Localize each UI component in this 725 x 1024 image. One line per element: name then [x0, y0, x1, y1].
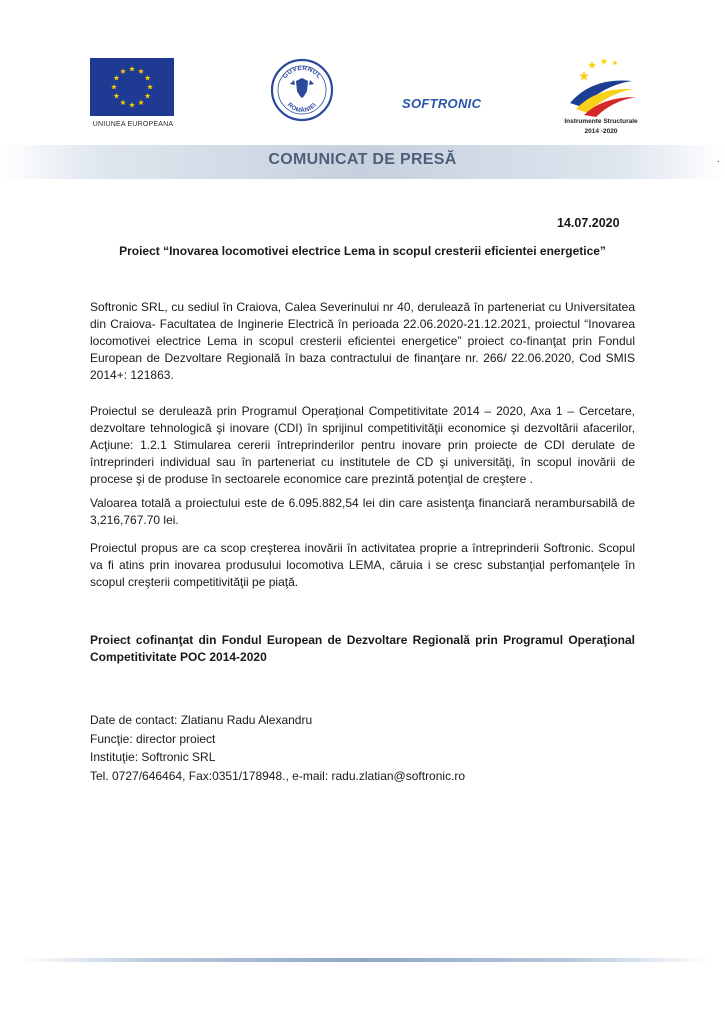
eu-stars-icon [90, 58, 174, 116]
eu-star-icon [147, 84, 153, 89]
structural-instruments-logo [562, 55, 640, 117]
press-release-title: COMUNICAT DE PRESĂ [268, 151, 457, 168]
cofinancing-statement: Proiect cofinanţat din Fondul European de Dezvoltare Regională prin Programul Operaţional Competitivitate POC 2014-2020 [90, 633, 635, 664]
paragraph-intro: Softronic SRL, cu sediul în Craiova, Calea Severinului nr 40, derulează în parteneriat cu Universitatea din Craiova- Facultatea de Inginerie Electrică în perioada 22.06.2020-21.12.2021, proiectul “Inovarea locomotivei electrice Lema in scopul cresterii eficientei energetice” proiect co-finanţat prin Fondul European de Dezvoltare Regională în baza contractului de finanţare nr. 266/ 22.06.2020, Cod SMIS 2014+: 121863. [90, 300, 635, 382]
romanian-government-seal-logo [270, 58, 334, 122]
eu-star-icon [111, 84, 117, 89]
eu-star-icon [145, 93, 151, 98]
paragraph-purpose: Proiectul propus are ca scop creşterea inovării în activitatea proprie a întreprinderii Softronic. Scopul va fi atins prin inovarea produsului locomotiva LEMA, căruia i se cresc substanţial perfomanţele în scopul creşterii competitivităţii pe piaţă. [90, 541, 635, 589]
contact-block [90, 711, 465, 785]
eu-star-icon [129, 66, 135, 71]
svg-text:ROMÂNIEI: ROMÂNIEI [286, 102, 318, 115]
softronic-logo: SOFTRONIC [402, 96, 482, 111]
paragraph-value: Valoarea totală a proiectului este de 6.095.882,54 lei din care asistenţa financiară nerambursabilă de 3,216,767.70 lei. [90, 496, 635, 527]
eu-caption: UNIUNEA EUROPEANA [92, 121, 174, 128]
eu-star-icon [138, 100, 144, 105]
footer-divider [20, 958, 710, 962]
contact-phone-email: Tel. 0727/646464, Fax:0351/178948., e-mail: radu.zlatian@softronic.ro [90, 768, 466, 783]
release-date: 14.07.2020 [557, 216, 620, 230]
contact-institution: Instituţie: Softronic SRL [90, 750, 216, 764]
is-caption-period: 2014 -2020 [584, 128, 618, 135]
eu-star-icon [145, 75, 151, 80]
is-caption-title: Instrumente Structurale [564, 118, 638, 125]
contact-function: Funcţie: director proiect [90, 731, 216, 746]
svg-text:GUVERNUL: GUVERNUL [281, 64, 323, 81]
paragraph-program: Proiectul se derulează prin Programul Operaţional Competitivitate 2014 – 2020, Axa 1 – Cercetare, dezvoltare tehnologică şi inovare (CDI) în sprijinul competitivităţii economice şi dezvoltării afacerilor, Acţiune: 1.2.1 Stimularea cererii întreprinderilor pentru inovare prin proiecte de CDI derulate de întreprinderi individual sau în parteneriat cu institutele de CD şi universităţi, în scopul inovării de procese şi de produse în sectoarele economice care prezintă potenţial de creştere . [90, 404, 635, 486]
structural-instruments-caption [548, 117, 654, 137]
eu-star-icon [120, 100, 126, 105]
stray-mark: . [717, 154, 720, 165]
eu-star-icon [129, 102, 135, 107]
eu-flag-logo [90, 58, 174, 116]
project-title: Proiect “Inovarea locomotivei electrice Lema in scopul cresterii eficientei energetice” [119, 244, 606, 258]
eu-star-icon [114, 93, 120, 98]
eu-star-icon [114, 75, 120, 80]
eu-star-icon [138, 68, 144, 73]
eu-star-icon [120, 68, 126, 73]
contact-name: Date de contact: Zlatianu Radu Alexandru [90, 713, 313, 727]
